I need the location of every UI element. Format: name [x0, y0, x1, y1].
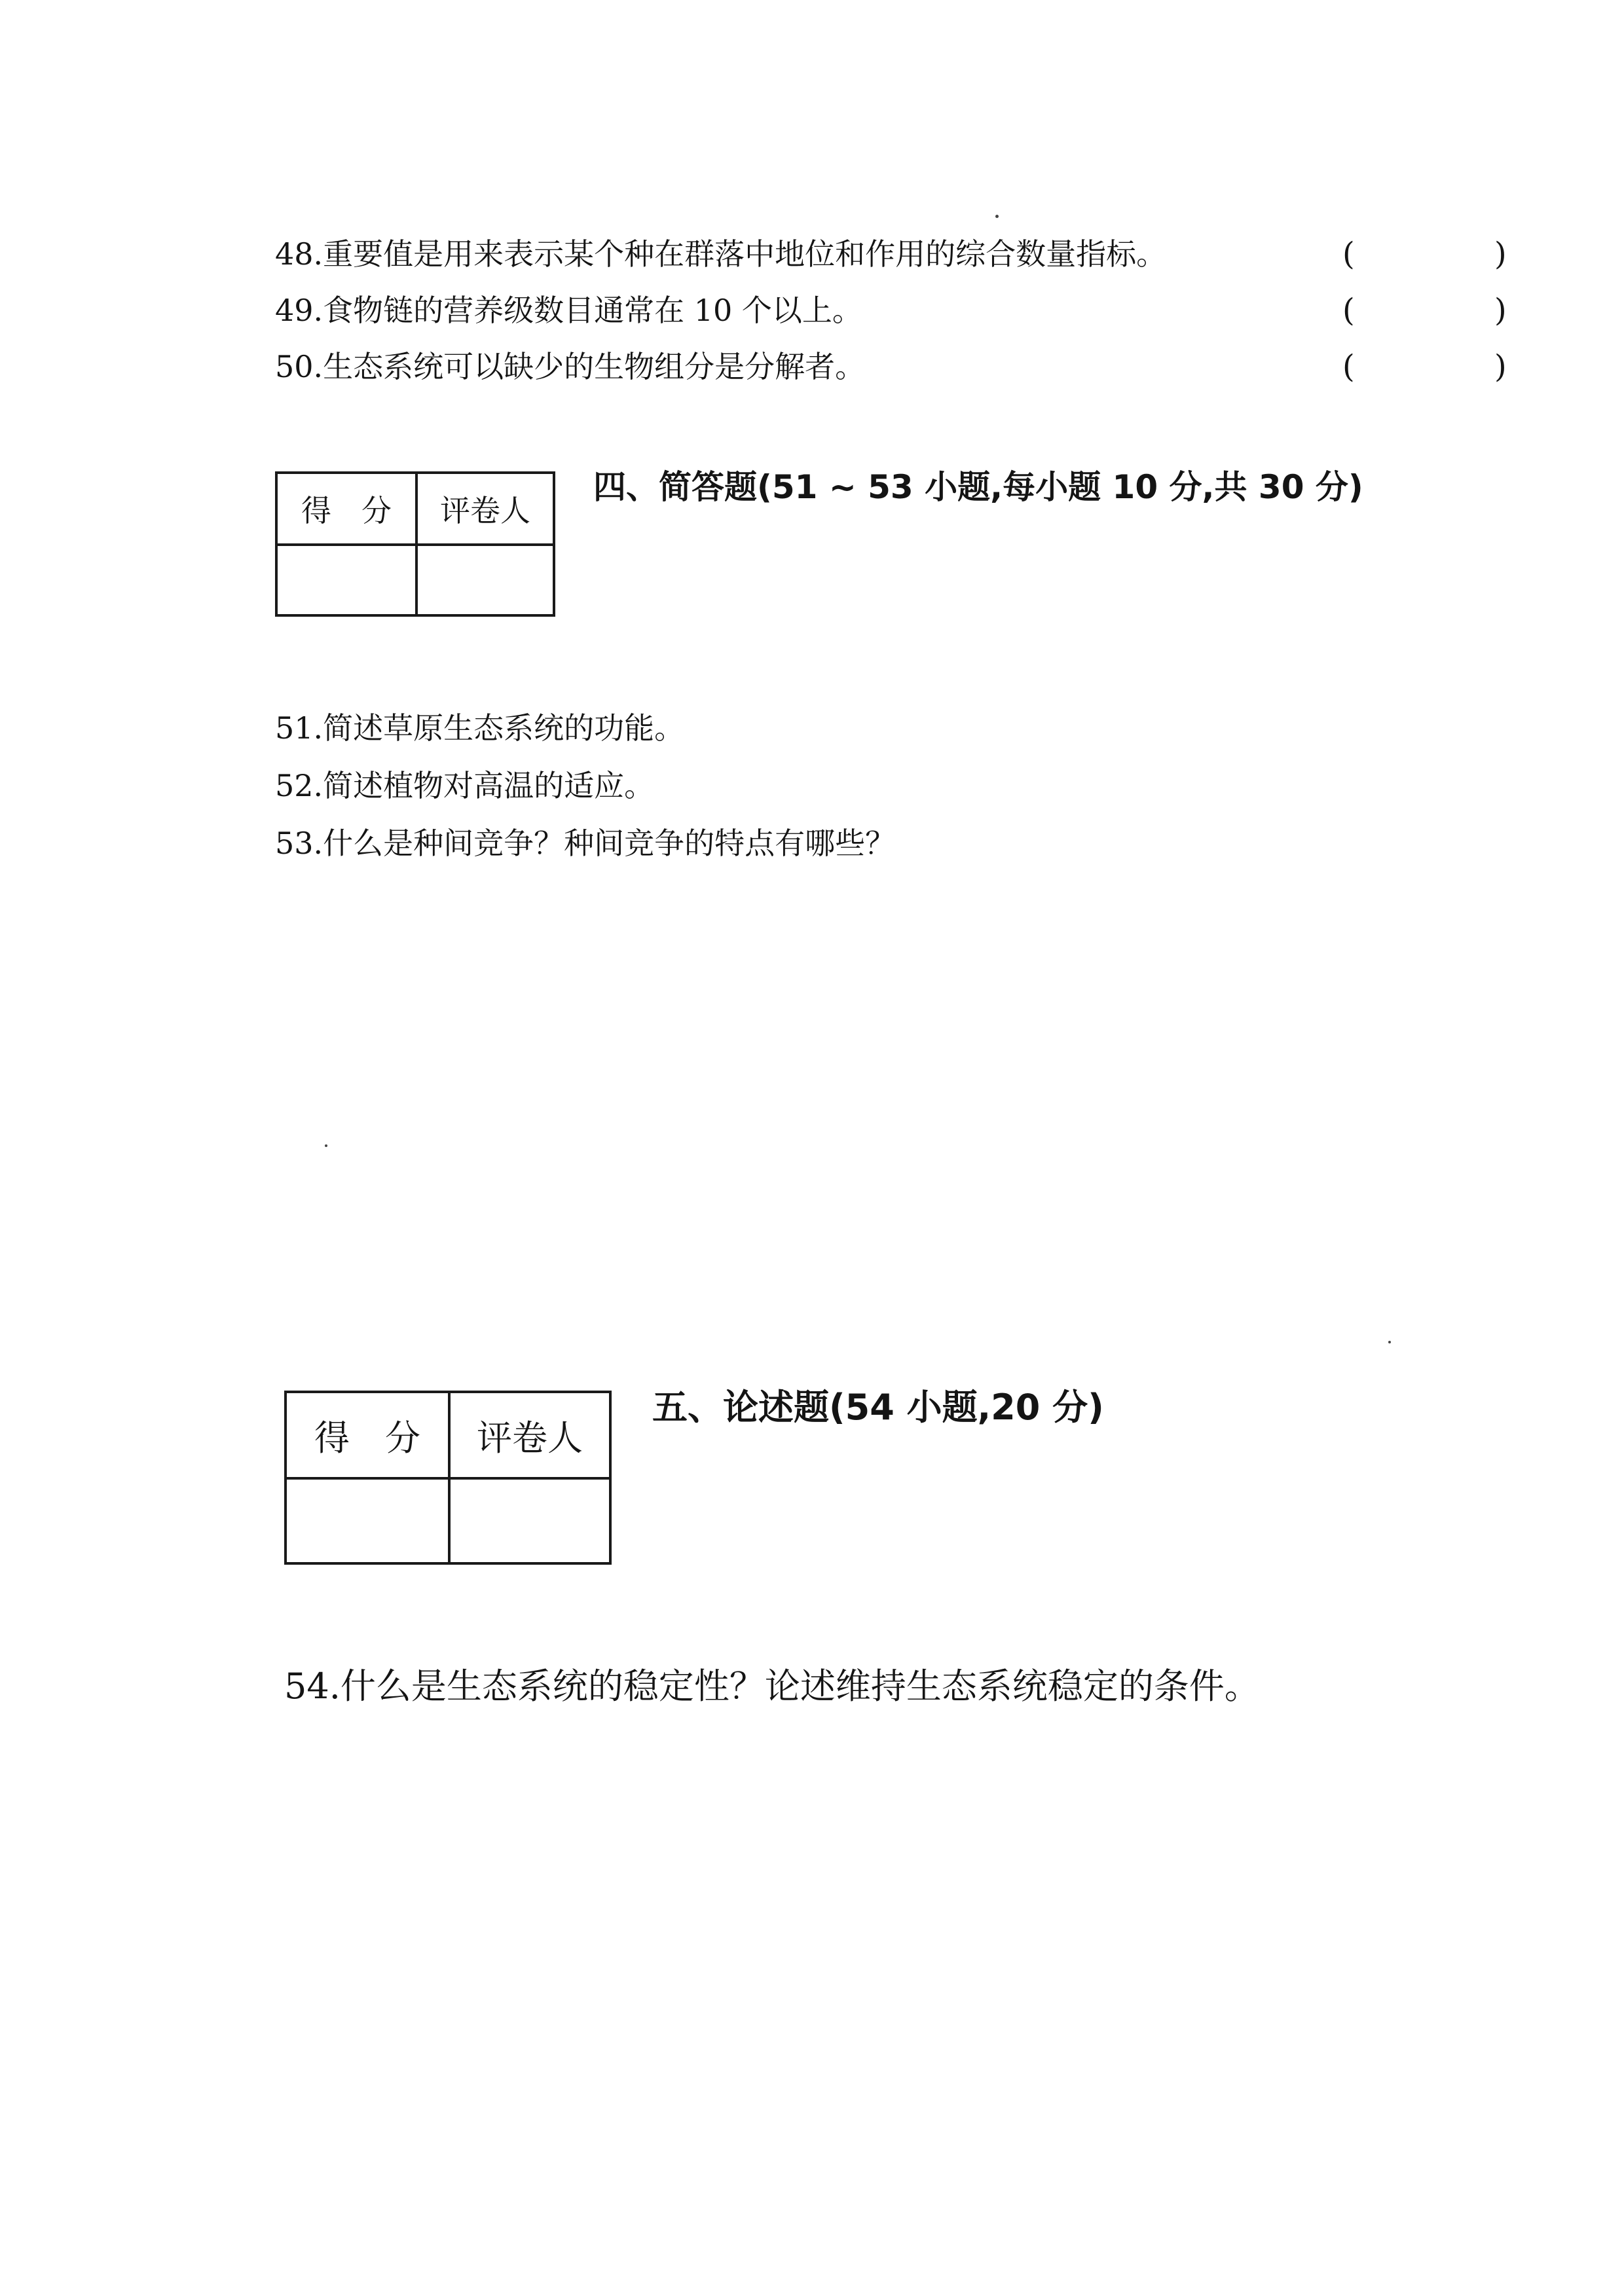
question-49	[275, 291, 862, 330]
score-box-section4	[275, 471, 555, 617]
question-text: 简述植物对高温的适应。	[323, 768, 655, 803]
question-number: 48.	[275, 236, 323, 272]
answer-paren-open[interactable]: (	[1342, 348, 1355, 385]
question-54	[284, 1663, 1260, 1710]
scan-speck	[325, 1144, 327, 1147]
question-50	[275, 347, 865, 386]
question-number: 53.	[275, 826, 323, 861]
score-label: 得 分	[286, 1392, 449, 1478]
question-number: 52.	[275, 768, 323, 803]
grader-label: 评卷人	[416, 473, 554, 545]
answer-paren-close: )	[1494, 348, 1507, 385]
section4-heading: 四、简答题(51 ~ 53 小题,每小题 10 分,共 30 分)	[593, 468, 1363, 506]
answer-paren-open[interactable]: (	[1342, 236, 1355, 272]
answer-paren-close: )	[1494, 292, 1507, 329]
question-text: 重要值是用来表示某个种在群落中地位和作用的综合数量指标。	[323, 236, 1167, 272]
question-number: 49.	[275, 293, 323, 328]
grader-cell[interactable]	[416, 545, 554, 615]
score-cell[interactable]	[276, 545, 416, 615]
question-51	[275, 708, 684, 748]
question-text: 生态系统可以缺少的生物组分是分解者。	[323, 349, 866, 384]
grader-label: 评卷人	[449, 1392, 610, 1478]
question-text: 简述草原生态系统的功能。	[323, 710, 685, 746]
scan-speck	[995, 215, 999, 218]
grader-cell[interactable]	[449, 1478, 610, 1563]
question-text: 什么是生态系统的稳定性？论述维持生态系统稳定的条件。	[340, 1666, 1260, 1707]
question-number: 54.	[284, 1666, 341, 1707]
question-text: 什么是种间竞争？种间竞争的特点有哪些？	[323, 826, 896, 861]
answer-paren-close: )	[1494, 236, 1507, 272]
answer-paren-open[interactable]: (	[1342, 292, 1355, 329]
question-52	[275, 766, 654, 805]
score-cell[interactable]	[286, 1478, 449, 1563]
score-box-section5	[284, 1391, 612, 1565]
question-48	[275, 234, 1166, 274]
question-53	[275, 824, 895, 863]
question-number: 51.	[275, 710, 323, 746]
section5-heading: 五、论述题(54 小题,20 分)	[652, 1387, 1104, 1428]
question-number: 50.	[275, 349, 323, 384]
scan-speck	[1388, 1341, 1391, 1343]
question-text: 食物链的营养级数目通常在 10 个以上。	[323, 293, 862, 328]
score-label: 得 分	[276, 473, 416, 545]
